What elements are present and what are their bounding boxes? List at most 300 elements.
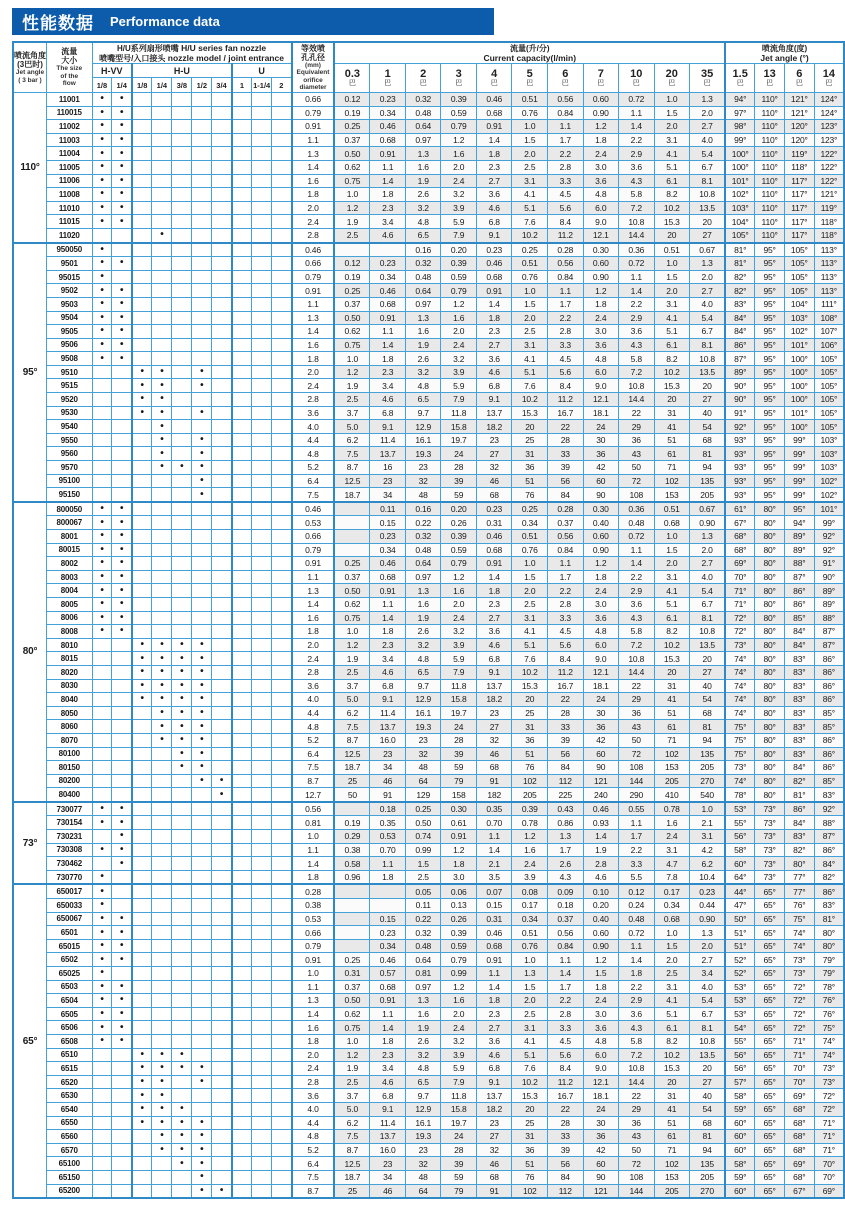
flow-value-cell: 15.3 xyxy=(512,679,548,693)
flow-value-cell: 0.97 xyxy=(405,570,441,584)
flow-value-cell: 40 xyxy=(690,406,726,420)
orifice-diameter-cell: 4.8 xyxy=(292,447,335,461)
connector-dot-cell xyxy=(212,93,232,107)
connector-dot-cell xyxy=(132,174,152,188)
connector-dot-cell xyxy=(132,1007,152,1021)
connector-dot-cell xyxy=(192,352,212,366)
flow-value-cell: 0.39 xyxy=(512,802,548,816)
connector-dot-cell xyxy=(272,761,292,775)
jet-angle-value-cell: 65° xyxy=(755,1170,785,1184)
connector-dot-cell xyxy=(232,147,252,161)
connector-dot-cell: • xyxy=(92,926,112,940)
flow-value-cell: 4.1 xyxy=(512,625,548,639)
connector-dot-cell: • xyxy=(92,1007,112,1021)
jet-angle-value-cell: 81° xyxy=(814,912,844,926)
flow-value-cell: 3.7 xyxy=(334,679,370,693)
flow-value-cell: 0.25 xyxy=(334,284,370,298)
connector-dot-cell: • xyxy=(92,106,112,120)
table-row xyxy=(13,899,844,913)
connector-dot-cell xyxy=(192,133,212,147)
flow-value-cell: 0.70 xyxy=(370,843,406,857)
connector-dot-cell xyxy=(252,311,272,325)
nozzle-model-cell: 11005 xyxy=(47,160,93,174)
connector-dot-cell xyxy=(92,733,112,747)
connector-dot-cell xyxy=(112,474,132,488)
flow-value-cell: 5.1 xyxy=(654,1007,690,1021)
flow-value-cell: 4.8 xyxy=(405,215,441,229)
flow-value-cell: 0.25 xyxy=(512,502,548,516)
connector-dot-cell xyxy=(232,679,252,693)
flow-value-cell: 68 xyxy=(476,1170,512,1184)
connector-dot-cell: • xyxy=(192,1075,212,1089)
flow-value-cell: 108 xyxy=(619,1170,655,1184)
connector-dot-cell xyxy=(92,706,112,720)
connector-dot-cell xyxy=(192,912,212,926)
flow-value-cell: 5.4 xyxy=(690,311,726,325)
flow-value-cell: 0.53 xyxy=(370,830,406,844)
connector-dot-cell xyxy=(132,325,152,339)
orifice-diameter-cell: 1.6 xyxy=(292,338,335,352)
connector-dot-cell xyxy=(92,1102,112,1116)
flow-value-cell: 39 xyxy=(548,1143,584,1157)
flow-value-cell: 11.8 xyxy=(441,679,477,693)
jet-angle-value-cell: 67° xyxy=(725,516,755,530)
table-row xyxy=(13,420,844,434)
jet-angle-value-cell: 80° xyxy=(755,652,785,666)
flow-value-cell: 270 xyxy=(690,1184,726,1198)
connector-dot-cell xyxy=(272,1116,292,1130)
table-row xyxy=(13,228,844,242)
connector-dot-cell: • xyxy=(192,474,212,488)
connector-dot-cell xyxy=(232,215,252,229)
nozzle-model-cell: 6501 xyxy=(47,926,93,940)
jet-angle-value-cell: 65° xyxy=(755,1075,785,1089)
connector-dot-cell xyxy=(232,1048,252,1062)
jet-angle-value-cell: 68° xyxy=(725,530,755,544)
connector-dot-cell xyxy=(152,188,172,202)
flow-value-cell: 33 xyxy=(548,720,584,734)
connector-dot-cell xyxy=(92,420,112,434)
flow-value-cell: 20 xyxy=(654,393,690,407)
flow-value-cell: 1.0 xyxy=(512,953,548,967)
connector-dot-cell xyxy=(252,1184,272,1198)
connector-dot-cell: • xyxy=(152,733,172,747)
connector-dot-cell xyxy=(92,1184,112,1198)
connector-dot-cell: • xyxy=(112,912,132,926)
flow-value-cell: 0.84 xyxy=(548,543,584,557)
flow-value-cell: 0.79 xyxy=(441,953,477,967)
connector-dot-cell xyxy=(192,93,212,107)
connector-dot-cell xyxy=(132,297,152,311)
flow-value-cell: 1.4 xyxy=(370,611,406,625)
flow-value-cell: 1.0 xyxy=(334,625,370,639)
flow-value-cell: 2.4 xyxy=(441,611,477,625)
flow-value-cell: 72 xyxy=(619,747,655,761)
connector-dot-cell: • xyxy=(172,693,192,707)
flow-value-cell: 0.10 xyxy=(583,884,619,898)
connector-dot-cell: • xyxy=(92,939,112,953)
connector-dot-cell: • xyxy=(112,1021,132,1035)
flow-value-cell: 0.51 xyxy=(512,926,548,940)
flow-value-cell: 4.7 xyxy=(654,857,690,871)
table-row xyxy=(13,720,844,734)
connector-dot-cell xyxy=(192,188,212,202)
flow-value-cell: 3.6 xyxy=(619,597,655,611)
flow-value-cell: 5.6 xyxy=(548,1048,584,1062)
flow-value-cell: 2.8 xyxy=(548,1007,584,1021)
connector-dot-cell xyxy=(92,406,112,420)
header-u: U xyxy=(232,64,292,78)
flow-value-cell: 2.3 xyxy=(476,325,512,339)
flow-value-cell: 15.3 xyxy=(512,406,548,420)
connector-dot-cell: • xyxy=(192,706,212,720)
table-row xyxy=(13,160,844,174)
flow-value-cell: 2.8 xyxy=(548,597,584,611)
flow-value-cell: 0.29 xyxy=(334,830,370,844)
connector-dot-cell: • xyxy=(112,570,132,584)
jet-angle-value-cell: 65° xyxy=(755,1143,785,1157)
connector-dot-cell xyxy=(172,912,192,926)
connector-dot-cell: • xyxy=(92,201,112,215)
jet-angle-value-cell: 91° xyxy=(725,406,755,420)
flow-value-cell: 0.05 xyxy=(405,884,441,898)
connector-dot-cell xyxy=(172,570,192,584)
connector-dot-cell xyxy=(132,284,152,298)
flow-value-cell: 20 xyxy=(654,1075,690,1089)
table-row xyxy=(13,597,844,611)
jet-angle-value-cell: 78° xyxy=(725,788,755,802)
flow-value-cell: 3.6 xyxy=(476,625,512,639)
flow-value-cell: 29 xyxy=(619,420,655,434)
flow-value-cell: 8.1 xyxy=(690,1021,726,1035)
flow-value-cell: 51 xyxy=(512,747,548,761)
flow-value-cell: 13.5 xyxy=(690,1048,726,1062)
connector-dot-cell xyxy=(132,270,152,284)
connector-dot-cell xyxy=(192,625,212,639)
connector-dot-cell xyxy=(152,994,172,1008)
connector-dot-cell xyxy=(212,461,232,475)
jet-angle-value-cell: 72° xyxy=(814,1089,844,1103)
flow-value-cell: 3.9 xyxy=(441,1048,477,1062)
table-row xyxy=(13,1034,844,1048)
flow-value-cell: 2.0 xyxy=(441,325,477,339)
flow-value-cell: 14.4 xyxy=(619,393,655,407)
flow-value-cell: 112 xyxy=(548,774,584,788)
jet-angle-value-cell: 103° xyxy=(784,311,814,325)
flow-value-cell: 8.4 xyxy=(548,1062,584,1076)
flow-value-cell: 0.96 xyxy=(334,870,370,884)
flow-value-cell: 1.1 xyxy=(370,597,406,611)
flow-value-cell: 23 xyxy=(476,433,512,447)
flow-value-cell: 0.46 xyxy=(476,257,512,271)
flow-value-cell: 3.3 xyxy=(548,1021,584,1035)
flow-value-cell: 0.97 xyxy=(405,133,441,147)
jet-angle-value-cell: 86° xyxy=(814,761,844,775)
jet-angle-value-cell: 100° xyxy=(725,160,755,174)
flow-value-cell: 9.1 xyxy=(476,393,512,407)
orifice-diameter-cell: 12.7 xyxy=(292,788,335,802)
flow-value-cell: 0.64 xyxy=(405,953,441,967)
connector-dot-cell xyxy=(172,215,192,229)
jet-angle-value-cell: 58° xyxy=(725,1089,755,1103)
connector-dot-cell xyxy=(112,1048,132,1062)
flow-value-cell: 32 xyxy=(476,461,512,475)
connector-dot-cell xyxy=(272,365,292,379)
flow-value-cell: 2.4 xyxy=(512,857,548,871)
connector-dot-cell xyxy=(212,939,232,953)
connector-dot-cell xyxy=(232,352,252,366)
orifice-diameter-cell: 0.46 xyxy=(292,243,335,257)
jet-angle-value-cell: 85° xyxy=(784,611,814,625)
connector-dot-cell xyxy=(152,488,172,502)
connector-dot-cell xyxy=(112,967,132,981)
jet-angle-value-cell: 51° xyxy=(725,926,755,940)
nozzle-model-cell: 6508 xyxy=(47,1034,93,1048)
flow-value-cell: 0.72 xyxy=(619,93,655,107)
flow-value-cell: 50 xyxy=(619,1143,655,1157)
jet-angle-value-cell: 84° xyxy=(784,638,814,652)
flow-value-cell: 9.0 xyxy=(583,379,619,393)
connector-dot-cell: • xyxy=(132,652,152,666)
flow-value-cell: 2.4 xyxy=(441,1021,477,1035)
connector-dot-cell xyxy=(172,174,192,188)
flow-value-cell: 2.7 xyxy=(690,120,726,134)
connector-dot-cell xyxy=(172,899,192,913)
connector-dot-cell xyxy=(172,584,192,598)
nozzle-model-cell: 8050 xyxy=(47,706,93,720)
table-row xyxy=(13,788,844,802)
connector-dot-cell xyxy=(152,502,172,516)
jet-angle-value-cell: 80° xyxy=(755,543,785,557)
jet-angle-value-cell: 73° xyxy=(755,857,785,871)
flow-value-cell: 1.5 xyxy=(512,133,548,147)
flow-value-cell: 6.2 xyxy=(690,857,726,871)
flow-value-cell: 0.34 xyxy=(654,899,690,913)
jet-angle-value-cell: 87° xyxy=(814,625,844,639)
connector-dot-cell xyxy=(112,406,132,420)
connector-dot-cell xyxy=(272,284,292,298)
connector-dot-cell xyxy=(272,638,292,652)
nozzle-model-cell: 6515 xyxy=(47,1062,93,1076)
connector-dot-cell xyxy=(212,365,232,379)
connector-dot-cell xyxy=(92,1048,112,1062)
jet-angle-value-cell: 117° xyxy=(784,201,814,215)
flow-value-cell: 5.6 xyxy=(548,365,584,379)
connector-dot-cell xyxy=(212,243,232,257)
flow-value-cell: 90 xyxy=(583,1170,619,1184)
flow-value-cell: 51 xyxy=(654,433,690,447)
jet-angle-value-cell: 120° xyxy=(784,133,814,147)
flow-value-cell: 1.5 xyxy=(405,857,441,871)
connector-dot-cell xyxy=(212,884,232,898)
connector-dot-cell: • xyxy=(192,1062,212,1076)
connector-dot-cell xyxy=(112,243,132,257)
connector-dot-cell xyxy=(252,461,272,475)
connector-dot-cell xyxy=(132,1034,152,1048)
flow-value-cell: 0.11 xyxy=(370,502,406,516)
flow-value-cell: 15.8 xyxy=(441,693,477,707)
connector-dot-cell xyxy=(212,665,232,679)
connector-dot-cell xyxy=(112,1157,132,1171)
connector-dot-cell xyxy=(172,420,192,434)
connector-dot-cell xyxy=(252,625,272,639)
flow-value-cell: 1.1 xyxy=(548,120,584,134)
connector-dot-cell: • xyxy=(172,706,192,720)
connector-dot-cell xyxy=(212,188,232,202)
flow-value-cell: 0.91 xyxy=(370,994,406,1008)
jet-angle-value-cell: 95° xyxy=(755,325,785,339)
flow-value-cell: 11.4 xyxy=(370,1116,406,1130)
connector-dot-cell xyxy=(112,1143,132,1157)
nozzle-model-cell: 8020 xyxy=(47,665,93,679)
connector-dot-cell xyxy=(152,284,172,298)
connector-dot-cell xyxy=(172,788,192,802)
flow-value-cell: 1.4 xyxy=(476,843,512,857)
orifice-diameter-cell: 1.6 xyxy=(292,174,335,188)
flow-value-cell: 5.0 xyxy=(334,1102,370,1116)
flow-value-cell: 6.8 xyxy=(476,1062,512,1076)
pressure-col-7bar: 7 巴 xyxy=(583,64,619,93)
jet-angle-value-cell: 65° xyxy=(755,912,785,926)
connector-dot-cell xyxy=(132,474,152,488)
table-row xyxy=(13,1102,844,1116)
table-row xyxy=(13,611,844,625)
connector-dot-cell xyxy=(192,284,212,298)
connector-dot-cell xyxy=(232,693,252,707)
connector-dot-cell xyxy=(132,93,152,107)
orifice-diameter-cell: 1.0 xyxy=(292,830,335,844)
connector-dot-cell xyxy=(272,447,292,461)
flow-value-cell: 1.4 xyxy=(476,980,512,994)
connector-dot-cell xyxy=(152,1007,172,1021)
connector-dot-cell: • xyxy=(112,133,132,147)
orifice-diameter-cell: 4.4 xyxy=(292,433,335,447)
nozzle-model-cell: 6550 xyxy=(47,1116,93,1130)
orifice-diameter-cell: 1.1 xyxy=(292,133,335,147)
flow-value-cell: 79 xyxy=(441,774,477,788)
connector-dot-cell xyxy=(132,884,152,898)
jet-angle-value-cell: 65° xyxy=(755,939,785,953)
jet-angle-value-cell: 117° xyxy=(784,188,814,202)
flow-value-cell: 72 xyxy=(619,1157,655,1171)
connector-dot-cell xyxy=(92,447,112,461)
connector-dot-cell xyxy=(152,939,172,953)
connector-dot-cell xyxy=(132,570,152,584)
page-title-en: Performance data xyxy=(110,14,220,29)
connector-dot-cell: • xyxy=(92,570,112,584)
flow-value-cell: 36 xyxy=(619,706,655,720)
flow-value-cell: 1.4 xyxy=(619,557,655,571)
connector-dot-cell xyxy=(232,406,252,420)
table-row xyxy=(13,570,844,584)
jet-angle-value-cell: 70° xyxy=(784,1075,814,1089)
connector-dot-cell xyxy=(192,201,212,215)
connector-dot-cell xyxy=(192,953,212,967)
table-row xyxy=(13,884,844,898)
flow-value-cell: 79 xyxy=(441,1184,477,1198)
connector-dot-cell xyxy=(112,1130,132,1144)
flow-value-cell: 2.9 xyxy=(619,147,655,161)
flow-value-cell: 4.0 xyxy=(690,980,726,994)
connector-dot-cell xyxy=(212,120,232,134)
connector-dot-cell xyxy=(112,774,132,788)
jet-angle-value-cell: 83° xyxy=(784,733,814,747)
connector-dot-cell xyxy=(232,1089,252,1103)
pressure-col-1bar: 1 巴 xyxy=(370,64,406,93)
table-row xyxy=(13,488,844,502)
connector-dot-cell: • xyxy=(112,584,132,598)
flow-value-cell: 61 xyxy=(654,447,690,461)
pressure-col-20bar: 20 巴 xyxy=(654,64,690,93)
nozzle-model-cell: 11010 xyxy=(47,201,93,215)
connector-dot-cell xyxy=(252,857,272,871)
connector-dot-cell xyxy=(192,297,212,311)
orifice-diameter-cell: 2.8 xyxy=(292,228,335,242)
flow-value-cell: 121 xyxy=(583,1184,619,1198)
connector-dot-cell xyxy=(232,93,252,107)
nozzle-model-cell: 80200 xyxy=(47,774,93,788)
nozzle-model-cell: 650033 xyxy=(47,899,93,913)
flow-value-cell: 32 xyxy=(476,733,512,747)
nozzle-model-cell: 95100 xyxy=(47,474,93,488)
flow-value-cell: 41 xyxy=(654,1102,690,1116)
flow-value-cell: 0.23 xyxy=(370,257,406,271)
connector-dot-cell xyxy=(252,788,272,802)
flow-value-cell: 0.23 xyxy=(690,884,726,898)
orifice-diameter-cell: 2.4 xyxy=(292,379,335,393)
connector-dot-cell xyxy=(232,488,252,502)
flow-value-cell: 5.9 xyxy=(441,1062,477,1076)
flow-value-cell: 2.4 xyxy=(441,338,477,352)
connector-dot-cell xyxy=(172,284,192,298)
jet-angle-value-cell: 80° xyxy=(755,747,785,761)
flow-value-cell: 1.9 xyxy=(405,174,441,188)
jet-angle-value-cell: 105° xyxy=(784,270,814,284)
jet-angle-value-cell: 70° xyxy=(814,1170,844,1184)
flow-value-cell: 13.7 xyxy=(370,447,406,461)
connector-dot-cell xyxy=(192,174,212,188)
connector-dot-cell xyxy=(192,570,212,584)
flow-value-cell: 205 xyxy=(512,788,548,802)
connector-dot-cell xyxy=(232,884,252,898)
jet-angle-value-cell: 74° xyxy=(725,693,755,707)
flow-value-cell: 4.8 xyxy=(583,352,619,366)
connector-dot-cell: • xyxy=(152,393,172,407)
connector-dot-cell: • xyxy=(172,652,192,666)
connector-dot-cell xyxy=(172,543,192,557)
table-row xyxy=(13,543,844,557)
connector-dot-cell xyxy=(132,870,152,884)
flow-value-cell: 1.1 xyxy=(548,953,584,967)
table-row xyxy=(13,1184,844,1198)
connector-dot-cell xyxy=(92,1157,112,1171)
frac-hu-1-4: 1/4 xyxy=(152,78,172,93)
connector-dot-cell xyxy=(132,816,152,830)
flow-value-cell: 19.3 xyxy=(405,720,441,734)
connector-dot-cell xyxy=(232,120,252,134)
table-row xyxy=(13,761,844,775)
connector-dot-cell xyxy=(272,433,292,447)
flow-value-cell: 0.58 xyxy=(334,857,370,871)
connector-dot-cell xyxy=(172,557,192,571)
connector-dot-cell xyxy=(232,325,252,339)
connector-dot-cell xyxy=(92,747,112,761)
flow-value-cell: 0.97 xyxy=(405,297,441,311)
connector-dot-cell xyxy=(132,530,152,544)
jet-angle-value-cell: 74° xyxy=(725,679,755,693)
connector-dot-cell xyxy=(172,188,192,202)
connector-dot-cell: • xyxy=(192,679,212,693)
